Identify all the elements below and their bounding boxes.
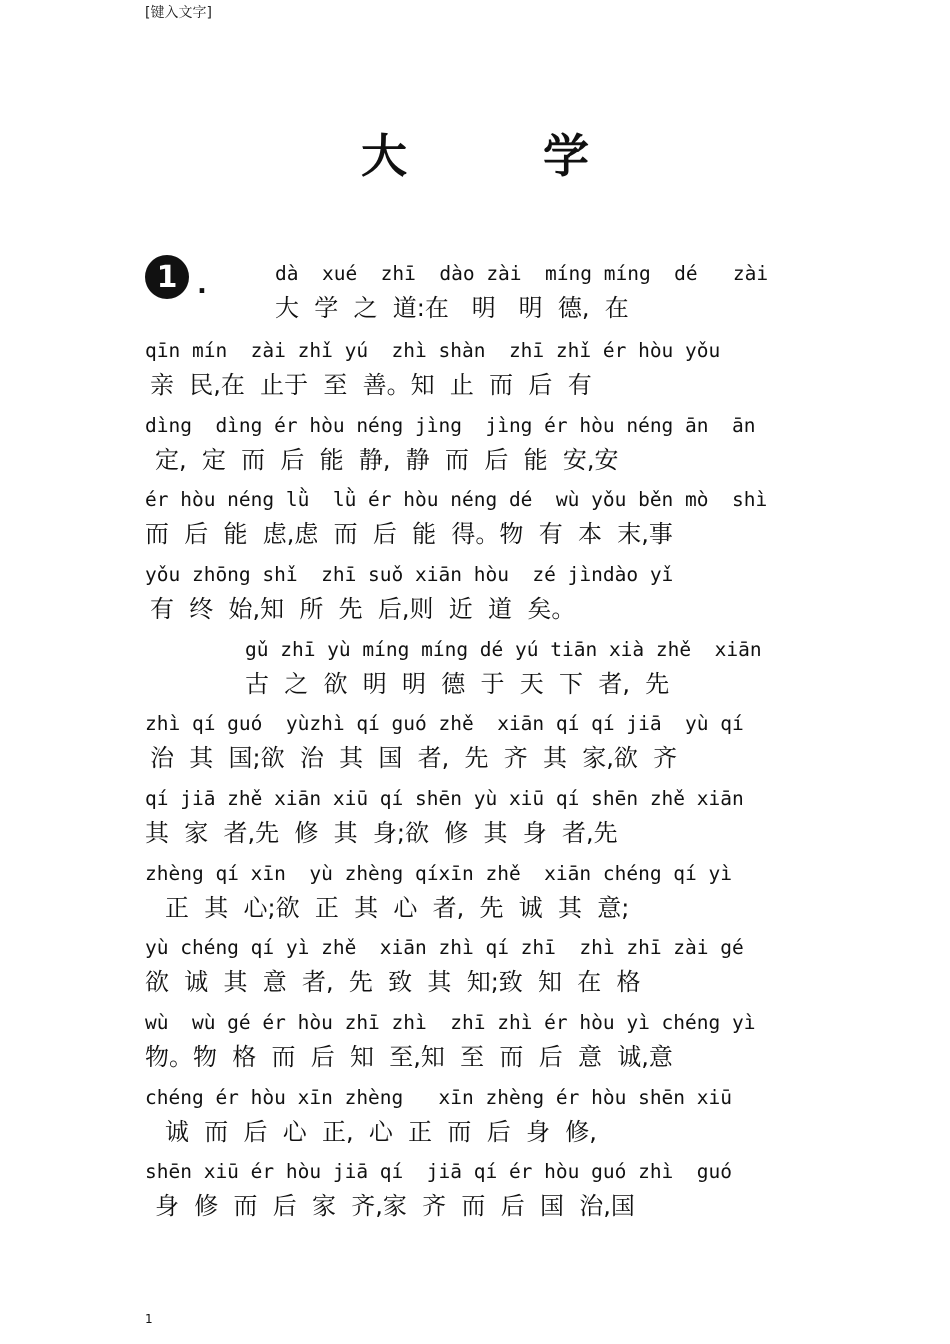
hanzi-line: 定, 定 而 后 能 静, 静 而 后 能 安,安 — [155, 446, 619, 474]
text-line — [0, 712, 950, 772]
hanzi-line: 其 家 者,先 修 其 身;欲 修 其 身 者,先 — [145, 819, 618, 847]
hanzi-line: 亲 民,在 止于 至 善。知 止 而 后 有 — [150, 371, 592, 399]
hanzi-line: 大 学 之 道:在 明 明 德, 在 — [275, 294, 629, 322]
page-header: [键入文字] — [145, 5, 212, 21]
text-line — [0, 1011, 950, 1071]
text-line — [0, 1086, 950, 1146]
section-number-dot: . — [197, 270, 207, 300]
pinyin-line: dìng dìng ér hòu néng jìng jìng ér hòu néng ān ān — [145, 414, 756, 437]
pinyin-line: zhèng qí xīn yù zhèng qíxīn zhě xiān chéng qí yì — [145, 862, 732, 885]
hanzi-line: 治 其 国;欲 治 其 国 者, 先 齐 其 家,欲 齐 — [150, 744, 678, 772]
hanzi-line: 正 其 心;欲 正 其 心 者, 先 诚 其 意; — [165, 894, 630, 922]
hanzi-line: 身 修 而 后 家 齐,家 齐 而 后 国 治,国 — [155, 1192, 635, 1220]
hanzi-line: 物。物 格 而 后 知 至,知 至 而 后 意 诚,意 — [145, 1043, 673, 1071]
pinyin-line: ér hòu néng lǜ lǜ ér hòu néng dé wù yǒu běn mò shì — [145, 488, 768, 511]
hanzi-line: 有 终 始,知 所 先 后,则 近 道 矣。 — [150, 595, 576, 623]
pinyin-line: qí jiā zhě xiān xiū qí shēn yù xiū qí shēn zhě xiān — [145, 787, 744, 810]
page-title: 大 学 — [360, 129, 649, 183]
text-line — [0, 488, 950, 548]
text-line — [0, 414, 950, 474]
hanzi-line: 古 之 欲 明 明 德 于 天 下 者, 先 — [245, 670, 670, 698]
pinyin-line: shēn xiū ér hòu jiā qí jiā qí ér hòu guó zhì guó — [145, 1160, 732, 1183]
hanzi-line: 欲 诚 其 意 者, 先 致 其 知;致 知 在 格 — [145, 968, 641, 996]
text-line — [0, 862, 950, 922]
pinyin-line: dà xué zhī dào zài míng míng dé zài — [275, 262, 769, 285]
page-number: 1 — [145, 1312, 153, 1326]
text-line — [0, 262, 950, 322]
pinyin-line: yǒu zhōng shǐ zhī suǒ xiān hòu zé jìndào yǐ — [145, 563, 674, 586]
text-line — [0, 936, 950, 996]
text-line — [0, 563, 950, 623]
text-line — [0, 787, 950, 847]
text-line — [0, 1160, 950, 1220]
hanzi-line: 而 后 能 虑,虑 而 后 能 得。物 有 本 末,事 — [145, 520, 673, 548]
pinyin-line: yù chéng qí yì zhě xiān zhì qí zhī zhì zhī zài gé — [145, 936, 744, 959]
pinyin-line: chéng ér hòu xīn zhèng xīn zhèng ér hòu shēn xiū — [145, 1086, 732, 1109]
pinyin-line: zhì qí guó yùzhì qí guó zhě xiān qí qí jiā yù qí — [145, 712, 744, 735]
text-line — [0, 638, 950, 698]
pinyin-line: wù wù gé ér hòu zhī zhì zhī zhì ér hòu yì chéng yì — [145, 1011, 756, 1034]
section-number-badge: 1 — [145, 255, 189, 299]
hanzi-line: 诚 而 后 心 正, 心 正 而 后 身 修, — [165, 1118, 597, 1146]
pinyin-line: gǔ zhī yù míng míng dé yú tiān xià zhě xiān — [245, 638, 762, 661]
text-line — [0, 339, 950, 399]
pinyin-line: qīn mín zài zhǐ yú zhì shàn zhī zhǐ ér hòu yǒu — [145, 339, 721, 362]
